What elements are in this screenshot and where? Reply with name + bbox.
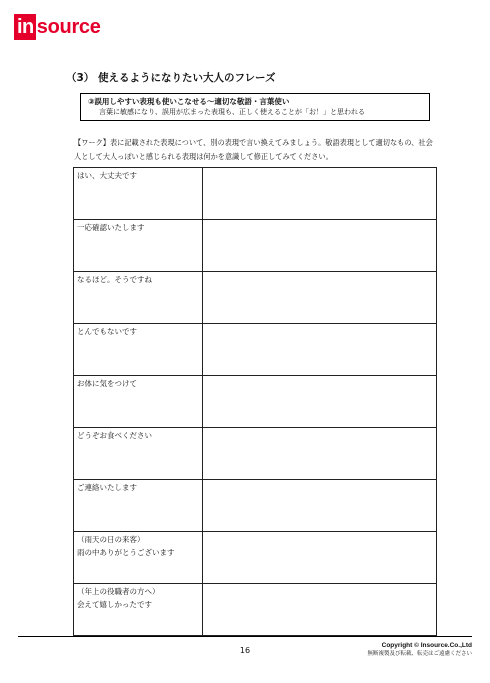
phrase-cell: [74, 428, 203, 480]
work-instructions: 【ワーク】表に記載された表現について、別の表現で言い換えてみましょう。敬語表現として適切なもの、社会人として大人っぽいと感じられる表現は何かを意識して修正してみてください。: [74, 138, 433, 161]
copyright-block: [367, 641, 472, 658]
reproduction-notice: 無断複製及び転載、転売はご遠慮ください: [367, 651, 472, 657]
phrase-text: 一応確認いたします: [77, 223, 145, 232]
phrase-cell: [74, 480, 203, 532]
answer-cell[interactable]: [203, 428, 437, 480]
phrase-context: （雨天の日の来客）: [77, 535, 145, 544]
table-row: [74, 168, 437, 220]
phrase-cell: [74, 532, 203, 584]
phrase-text: 雨の中ありがとうございます: [77, 548, 175, 557]
phrase-text: ご連絡いたします: [77, 483, 137, 492]
phrase-text: はい、大丈夫です: [77, 171, 137, 180]
table-row: [74, 584, 437, 636]
answer-cell[interactable]: [203, 220, 437, 272]
phrase-text: 会えて嬉しかったです: [77, 600, 152, 609]
phrase-cell: [74, 376, 203, 428]
copyright-text: Copyright © Insource.Co.,Ltd: [381, 642, 472, 649]
footer-divider: [18, 636, 472, 637]
table-row: [74, 428, 437, 480]
phrase-cell: [74, 272, 203, 324]
key-point-box: [80, 93, 430, 121]
answer-cell[interactable]: [203, 272, 437, 324]
table-row: [74, 324, 437, 376]
phrase-cell: [74, 220, 203, 272]
phrase-text: なるほど。そうですね: [77, 275, 152, 284]
answer-cell[interactable]: [203, 584, 437, 636]
table-row: [74, 532, 437, 584]
page-number: 16: [239, 646, 251, 655]
answer-cell[interactable]: [203, 480, 437, 532]
table-row: [74, 272, 437, 324]
phrase-text: とんでもないです: [77, 327, 137, 336]
answer-cell[interactable]: [203, 376, 437, 428]
phrase-cell: [74, 324, 203, 376]
phrase-text: お体に気をつけて: [77, 379, 137, 388]
phrase-cell: [74, 584, 203, 636]
work-table: [73, 167, 437, 636]
key-point-description: 言葉に敏感になり、誤用が広まった表現も、正しく使えることが「お！」と思われる: [99, 108, 365, 116]
answer-cell[interactable]: [203, 324, 437, 376]
table-row: [74, 220, 437, 272]
table-row: [74, 376, 437, 428]
insource-logo: [14, 14, 101, 40]
phrase-cell: [74, 168, 203, 220]
logo-in-box: in: [14, 14, 36, 40]
logo-source-text: source: [36, 16, 101, 38]
phrase-context: （年上の役職者の方へ）: [77, 587, 160, 596]
key-point-title: ③誤用しやすい表現も使いこなせる～適切な敬語・言葉使い: [88, 97, 290, 106]
section-heading: （3） 使えるようになりたい大人のフレーズ: [66, 72, 276, 84]
table-row: [74, 480, 437, 532]
answer-cell[interactable]: [203, 532, 437, 584]
phrase-text: どうぞお食べください: [77, 431, 152, 440]
answer-cell[interactable]: [203, 168, 437, 220]
